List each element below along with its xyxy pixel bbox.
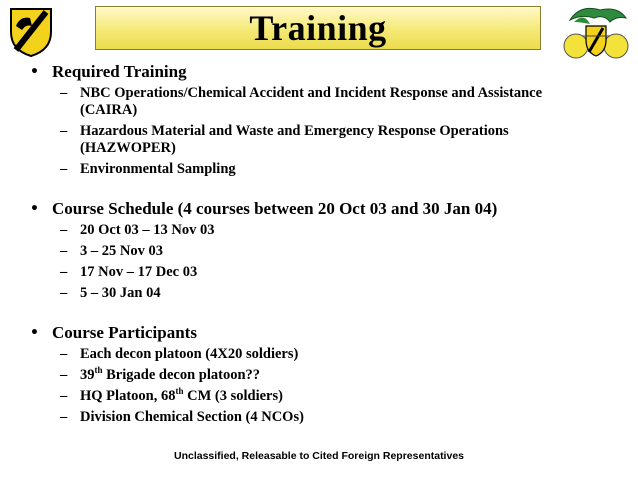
list-item-rest: CM (3 soldiers) <box>187 388 283 404</box>
cavalry-chemical-crest-icon <box>560 2 632 64</box>
list-item-text <box>80 388 600 405</box>
list-item-text: Each decon platoon (4X20 soldiers) <box>80 346 299 362</box>
section-heading: Required Training <box>52 62 187 81</box>
bullet: • <box>30 64 39 80</box>
list-item-rest: Brigade decon platoon?? <box>106 367 261 383</box>
dash: – <box>60 222 68 238</box>
page-title: Training <box>249 8 387 48</box>
list-item-text: NBC Operations/Chemical Accident and Incident Response and Assistance (CAIRA) <box>80 85 543 118</box>
dash: – <box>60 243 68 259</box>
classification-footer: Unclassified, Releasable to Cited Foreign Representatives <box>173 450 464 462</box>
section-heading: Course Schedule (4 courses between 20 Oct 03 and 30 Jan 04) <box>52 199 498 218</box>
ordinal-suffix: th <box>175 386 184 397</box>
dash: – <box>60 346 68 362</box>
dash: – <box>60 367 68 383</box>
list-item-text: Environmental Sampling <box>80 161 236 177</box>
bullet: • <box>30 325 39 341</box>
title-banner <box>95 6 541 50</box>
dash: – <box>60 285 68 301</box>
list-item-text: Division Chemical Section (4 NCOs) <box>80 409 304 425</box>
ordinal-suffix: th <box>94 365 103 376</box>
section-heading: Course Participants <box>52 323 197 342</box>
ordinal-number: 39 <box>80 367 95 383</box>
dash: – <box>60 409 68 425</box>
list-item-text: 3 – 25 Nov 03 <box>80 243 163 259</box>
dash: – <box>60 264 68 280</box>
list-item-text: Hazardous Material and Waste and Emergency Response Operations (HAZWOPER) <box>80 123 509 156</box>
list-item-text: 17 Nov – 17 Dec 03 <box>80 264 198 280</box>
list-item-text: 5 – 30 Jan 04 <box>80 285 161 301</box>
dash: – <box>60 161 68 177</box>
bullet: • <box>30 201 39 217</box>
dash: – <box>60 388 68 404</box>
list-item-lead: HQ Platoon, 68 <box>80 388 176 404</box>
cavalry-shield-icon <box>8 6 54 58</box>
dash: – <box>60 85 68 101</box>
list-item-text <box>80 367 600 384</box>
dash: – <box>60 123 68 139</box>
list-item-text: 20 Oct 03 – 13 Nov 03 <box>80 222 215 238</box>
